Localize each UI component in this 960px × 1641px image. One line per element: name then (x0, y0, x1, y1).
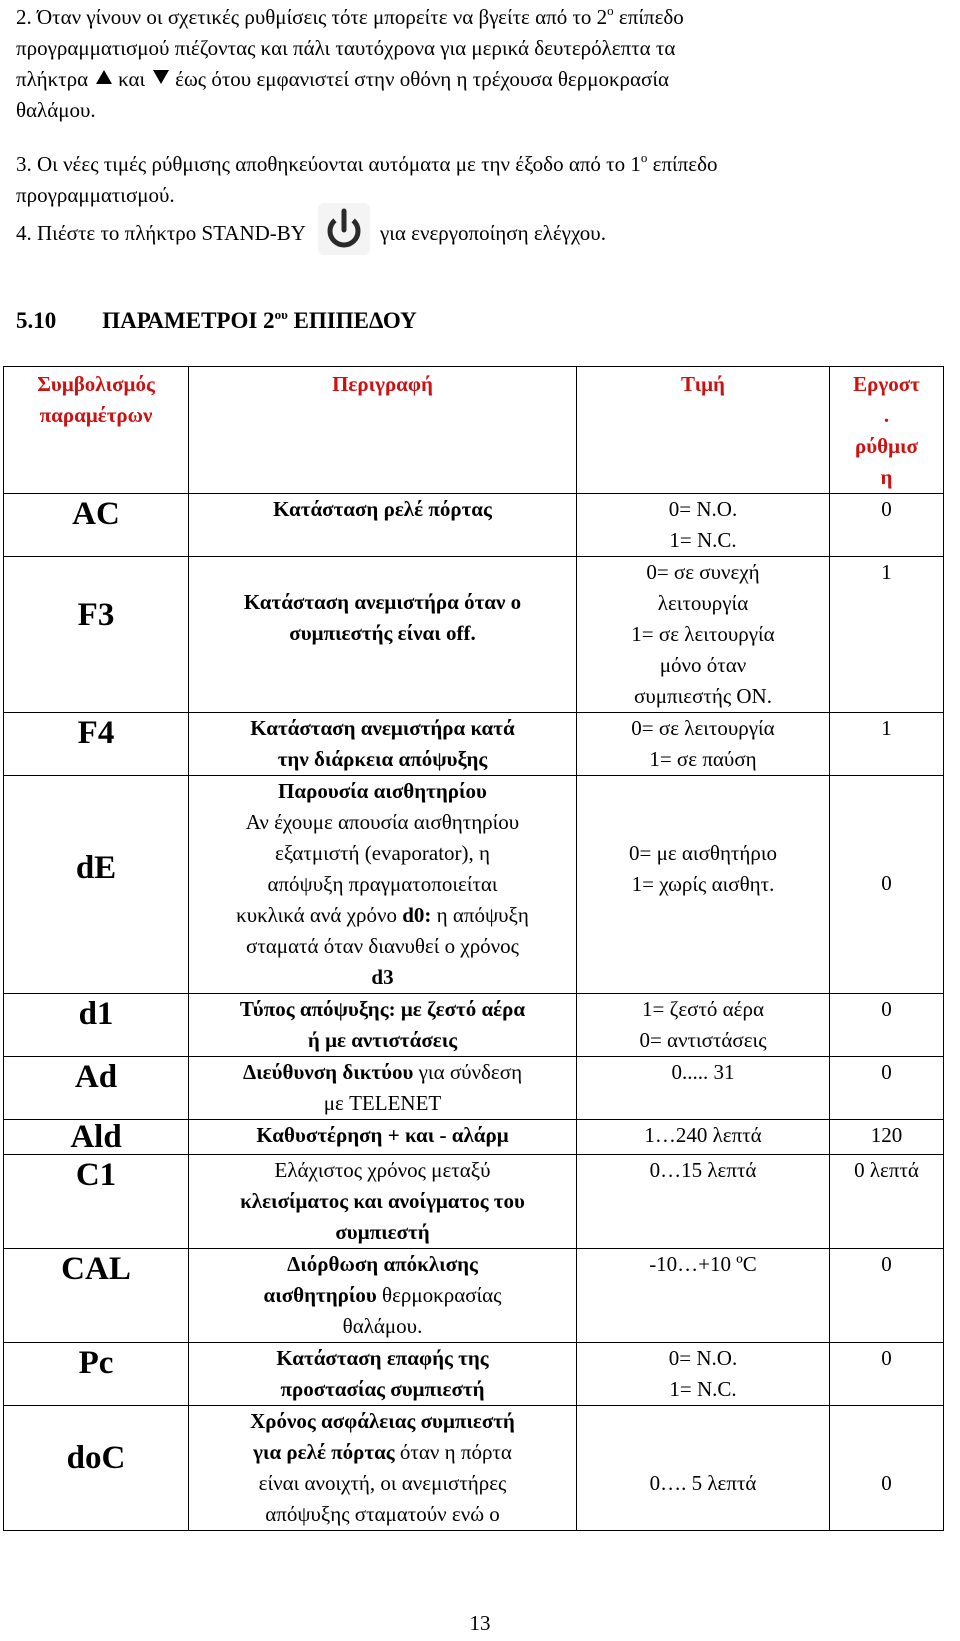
table-row (4, 1343, 944, 1406)
section-title: ΠΑΡΑΜΕΤΡΟΙ 2 (102, 308, 275, 333)
value-line: 1= χωρίς αισθητ. (631, 872, 775, 896)
desc-bold: Χρόνος ασφάλειας συμπιεστή (250, 1409, 515, 1433)
value-line: 0= N.O. (668, 1346, 738, 1370)
page-number: 13 (469, 1611, 491, 1635)
table-row (4, 713, 944, 776)
section-heading (16, 308, 417, 334)
paragraph-2-text: 2. Όταν γίνουν οι σχετικές ρυθμίσεις τότε μπορείτε να βγείτε από το 2 (16, 5, 608, 29)
desc-bold: ή με αντιστάσεις (307, 1028, 458, 1052)
value-line: μόνο όταν (659, 653, 747, 677)
desc-text: με TELENET (323, 1091, 442, 1115)
desc-text: για σύνδεση (418, 1060, 523, 1084)
desc-text: κυκλικά ανά χρόνο (236, 903, 397, 927)
param-default: 0 (830, 1406, 944, 1531)
value-line: 0= με αισθητήριο (629, 841, 777, 865)
desc-bold: κλεισίματος και ανοίγματος του (240, 1189, 525, 1213)
param-symbol: doC (4, 1406, 189, 1531)
header-symbol (4, 367, 189, 494)
param-value (577, 713, 830, 776)
header-value: Τιμή (577, 367, 830, 494)
desc-text: απόψυξης σταματούν ενώ ο (265, 1502, 500, 1526)
desc-bold: Κατάσταση ανεμιστήρα όταν ο (243, 590, 522, 614)
paragraph-2-text-end: επίπεδο (613, 5, 684, 29)
triangle-up-icon (96, 70, 112, 84)
paragraph-2-line-3a: πλήκτρα (16, 67, 89, 91)
desc-text: θαλάμου. (342, 1314, 423, 1338)
paragraph-2-line-3c: έως ότου εμφανιστεί στην οθόνη η τρέχουσα θερμοκρασία (175, 67, 669, 91)
param-default: 120 (830, 1120, 944, 1155)
param-value (577, 494, 830, 557)
value-line: 0= N.O. (668, 497, 738, 521)
header-symbol-line2: παραμέτρων (39, 403, 153, 427)
param-default: 0 (830, 994, 944, 1057)
param-description (189, 1406, 577, 1531)
triangle-down-icon (153, 70, 169, 84)
param-default: 0 λεπτά (830, 1155, 944, 1249)
param-value (577, 557, 830, 713)
paragraph-3-line-2: προγραμματισμού. (16, 183, 175, 207)
param-description (189, 1120, 577, 1155)
param-symbol: Ad (4, 1057, 189, 1120)
param-default: 0 (830, 1057, 944, 1120)
param-description (189, 1343, 577, 1406)
header-factory-line4: η (880, 465, 893, 489)
param-value: -10…+10 ºC (577, 1249, 830, 1343)
header-factory-line3: ρύθμισ (855, 434, 918, 458)
param-description (189, 994, 577, 1057)
desc-bold: d3 (371, 965, 394, 989)
paragraph-2-line-4: θαλάμου. (16, 98, 96, 122)
desc-text: απόψυξη πραγματοποιείται (267, 872, 498, 896)
desc-bold: προστασίας συμπιεστή (280, 1377, 485, 1401)
header-description: Περιγραφή (189, 367, 577, 494)
desc-bold: Κατάσταση ανεμιστήρα κατά (250, 716, 515, 740)
table-row (4, 1406, 944, 1531)
param-default: 0 (830, 776, 944, 994)
superscript: ο (607, 3, 614, 18)
param-default: 1 (830, 557, 944, 713)
param-symbol: dE (4, 776, 189, 994)
param-description (189, 776, 577, 994)
param-default: 0 (830, 1249, 944, 1343)
value-line: 0= σε συνεχή (646, 560, 760, 584)
param-description (189, 1057, 577, 1120)
desc-text: η απόψυξη (436, 903, 529, 927)
value-line: 1= N.C. (669, 1377, 737, 1401)
superscript: ου (274, 307, 288, 322)
header-factory-line1: Εργοστ (853, 372, 920, 396)
header-factory-line2: . (883, 403, 890, 427)
value-line: 1= σε παύση (649, 747, 757, 771)
desc-text: όταν η πόρτα (399, 1440, 512, 1464)
paragraph-3-text: 3. Οι νέες τιμές ρύθμισης αποθηκεύονται αυτόματα με την έξοδο από το 1 (16, 152, 641, 176)
value-line: 1= ζεστό αέρα (642, 997, 764, 1021)
param-description (189, 494, 577, 557)
power-icon (318, 203, 370, 255)
param-description (189, 713, 577, 776)
table-row (4, 557, 944, 713)
table-row (4, 1249, 944, 1343)
param-symbol: AC (4, 494, 189, 557)
value-line: 1= σε λειτουργία (631, 622, 775, 646)
value-line: 0= αντιστάσεις (639, 1028, 767, 1052)
desc-bold: Διεύθυνση δικτύου (242, 1060, 414, 1084)
desc-text: Αν έχουμε απουσία αισθητηρίου (245, 810, 520, 834)
desc-bold: Καθυστέρηση + και - αλάρμ (256, 1123, 509, 1147)
desc-text: εξατμιστή (evaporator), η (275, 841, 490, 865)
param-value (577, 994, 830, 1057)
desc-bold: για ρελέ πόρτας (253, 1440, 395, 1464)
desc-text: θερμοκρασίας (382, 1283, 502, 1307)
desc-bold: d0: (402, 903, 432, 927)
desc-bold: Κατάσταση ρελέ πόρτας (273, 497, 492, 521)
header-factory-setting (830, 367, 944, 494)
desc-bold: Τύπος απόψυξης: με ζεστό αέρα (239, 997, 526, 1021)
param-default: 0 (830, 1343, 944, 1406)
desc-bold: Κατάσταση επαφής της (276, 1346, 489, 1370)
param-symbol: CAL (4, 1249, 189, 1343)
superscript: ο (640, 150, 648, 165)
desc-bold: την διάρκεια απόψυξης (277, 747, 488, 771)
paragraph-3 (16, 149, 718, 211)
param-description (189, 557, 577, 713)
table-row (4, 1155, 944, 1249)
paragraph-2-line-2: προγραμματισμού πιέζοντας και πάλι ταυτόχρονα για μερικά δευτερόλεπτα τα (16, 36, 676, 60)
value-line: λειτουργία (657, 591, 749, 615)
paragraph-2-line-3b: και (118, 67, 146, 91)
param-symbol: Pc (4, 1343, 189, 1406)
desc-bold: συμπιεστή (335, 1220, 430, 1244)
param-symbol: F3 (4, 557, 189, 713)
table-row (4, 994, 944, 1057)
desc-bold: Διόρθωση απόκλισης (287, 1252, 478, 1276)
paragraph-4-text-end: για ενεργοποίηση ελέγχου. (379, 220, 606, 245)
section-number: 5.10 (16, 308, 57, 333)
paragraph-4-text: 4. Πιέστε το πλήκτρο STAND-BY (16, 220, 306, 245)
param-description (189, 1155, 577, 1249)
param-symbol: Ald (4, 1120, 189, 1155)
section-title-end: ΕΠΙΠΕΔΟΥ (287, 308, 417, 333)
param-default: 1 (830, 713, 944, 776)
paragraph-3-text-end: επίπεδο (647, 152, 718, 176)
table-row (4, 494, 944, 557)
param-value: 0…. 5 λεπτά (577, 1406, 830, 1531)
desc-bold: αισθητηρίου (263, 1283, 377, 1307)
table-row (4, 776, 944, 994)
param-symbol: F4 (4, 713, 189, 776)
param-value: 0…15 λεπτά (577, 1155, 830, 1249)
param-symbol: d1 (4, 994, 189, 1057)
param-symbol: C1 (4, 1155, 189, 1249)
desc-text: σταματά όταν διανυθεί ο χρόνος (246, 934, 519, 958)
desc-bold: Παρουσία αισθητηρίου (278, 779, 487, 803)
paragraph-2 (16, 2, 684, 126)
paragraph-4 (16, 209, 606, 261)
table-row (4, 1057, 944, 1120)
param-value: 0..... 31 (577, 1057, 830, 1120)
value-line: 0= σε λειτουργία (631, 716, 775, 740)
param-description (189, 1249, 577, 1343)
param-value: 1…240 λεπτά (577, 1120, 830, 1155)
value-line: 1= N.C. (669, 528, 737, 552)
parameters-table (3, 366, 944, 1531)
param-value (577, 776, 830, 994)
param-value (577, 1343, 830, 1406)
desc-text: Ελάχιστος χρόνος μεταξύ (274, 1158, 491, 1182)
header-symbol-line1: Συμβολισμός (37, 372, 155, 396)
desc-text: είναι ανοιχτή, οι ανεμιστήρες (258, 1471, 507, 1495)
value-line: συμπιεστής ON. (634, 684, 772, 708)
desc-bold: συμπιεστής είναι off. (289, 621, 476, 645)
table-header-row (4, 367, 944, 494)
param-default: 0 (830, 494, 944, 557)
table-row (4, 1120, 944, 1155)
